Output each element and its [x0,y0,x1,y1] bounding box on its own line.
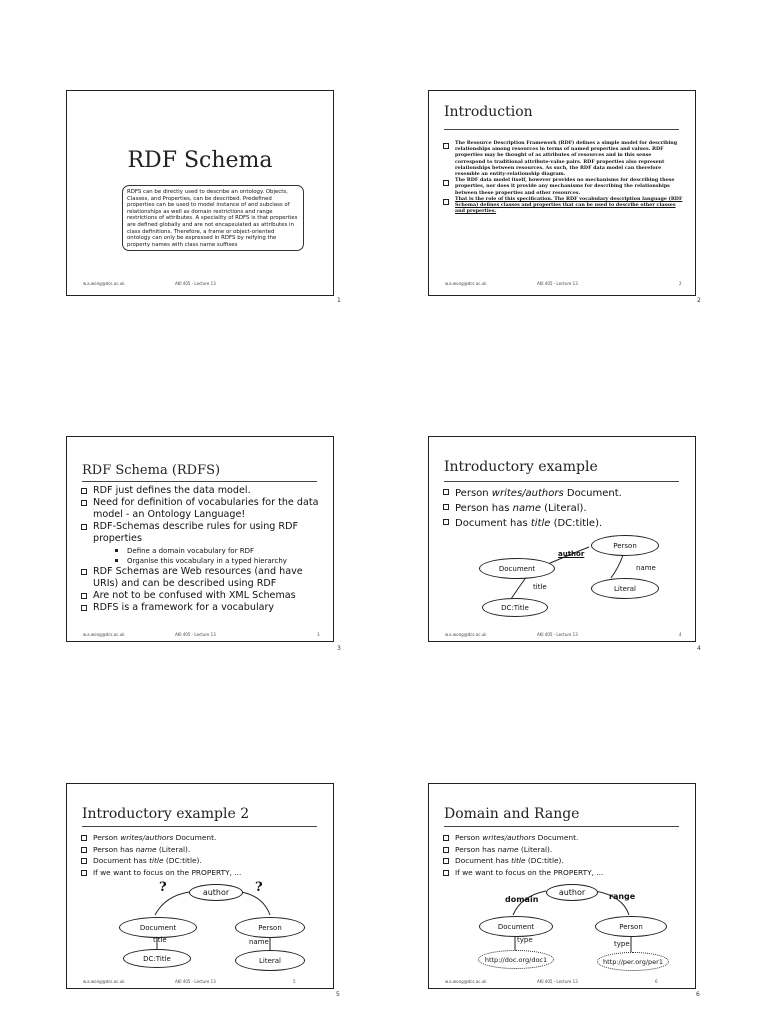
slide-title: Introductory example [444,459,598,475]
bullet [441,196,683,215]
edge-label-range: range [609,892,636,901]
node-author: author [546,884,598,901]
footer-course: AKI 405 - Lecture 13 [537,281,578,286]
sub-bullet [115,556,321,566]
slide-4 [428,436,696,642]
bullet-text: Document. [563,488,622,499]
sub-bullet-text: Define a domain vocabulary for RDF [127,547,255,555]
bullet-emphasis: title [530,518,551,529]
bullet-text: The RDF data model itself, however provides no mechanisms for describing these properties, nor does it provide any mechanisms for describing the relationships between these properties and other resources. [455,177,675,196]
bullet-emphasis: title [511,856,526,865]
edge-name [611,555,623,578]
slide-number: 3 [317,632,320,637]
slide-title: Domain and Range [444,806,580,822]
rdf-diagram [429,784,697,990]
diagram-edges [429,437,697,643]
node-per-url: http://per.org/per1 [597,952,669,971]
node-literal: Literal [591,578,659,599]
bullet-text: Person has [455,844,498,854]
slide-title: Introductory example 2 [82,806,250,822]
bullet-emphasis: name [135,844,157,854]
bullet-text: Document. [535,833,579,842]
bullet-text: The Resource Description Framework (RDF) defines a simple model for describing relationships among resources in terms of named properties and values. RDF properties may be thought of as attributes of resources and in this sense correspond to traditional attribute-value pairs. RDF properties also represent relationships between resources. As such, the RDF data model can therefore resemble an entity-relationship diagram. [455,140,678,178]
question-mark-left: ? [159,880,167,895]
abstract-box [122,185,304,251]
bullet-text: If we want to focus on the PROPERTY, ... [93,867,242,877]
sub-bullet [115,546,321,556]
node-doc-url: http://doc.org/doc1 [478,950,554,969]
slide-number: 6 [655,979,658,984]
edge-label-author: author [558,550,585,558]
bullet-emphasis: writes/authors [120,833,174,842]
footer-email: w.a.wong@dcs.ac.uk [83,281,125,286]
bullet-text: RDF-Schemas describe rules for using RDF properties [93,521,298,544]
slide-title: RDF Schema (RDFS) [82,463,221,478]
node-document: Document [119,917,197,938]
node-person: Person [235,917,305,938]
bullet-text: Need for definition of vocabularies for the data model - an Ontology Language! [93,497,319,520]
slide-5 [66,783,334,989]
bullet-text: Person [93,833,121,842]
bullet-text: Person has [455,503,513,514]
slide-number: 2 [679,281,682,286]
edge-label-name: name [249,938,269,946]
bullet-text: RDFS is a framework for a vocabulary [93,602,275,613]
bullet [79,521,321,566]
bullet-text: Document has [455,856,512,865]
bullet [441,177,683,196]
node-literal: Literal [235,950,305,971]
edge-label-title: title [153,936,167,944]
bullet-list [79,485,321,614]
bullet [79,590,321,602]
bullet [441,140,683,177]
bullet-text: (Literal). [541,503,587,514]
bullet-text: (Literal). [518,844,553,854]
footer-email: w.a.wong@dcs.ac.uk [83,632,125,637]
footer-course: AKI 405 - Lecture 13 [175,979,216,984]
bullet-emphasis: title [149,856,164,865]
page-number: 1 [337,297,341,304]
footer-email: w.a.wong@dcs.ac.uk [445,632,487,637]
bullet-emphasis: writes/authors [491,488,564,499]
footer-email: w.a.wong@dcs.ac.uk [83,979,125,984]
node-author: author [189,884,243,901]
edge-label-type-document: type [517,936,533,944]
edge-title [511,576,527,599]
footer-course: AKI 405 - Lecture 13 [537,979,578,984]
sub-bullet-text: Organise this vocabulary in a typed hierarchy [127,557,287,565]
sub-list [93,546,321,566]
rdf-diagram [67,784,335,990]
abstract-text: RDFS can be directly used to describe an ontology. Objects, Classes, and Properties, can be described. Predefined properties can be used to model instance of and subclass of relationships as well as domain restrictions and range restrictions of attributes. A speciality of RDFS is that properties are defined globally and are not encapsulated as attributes in class definitions. Therefore, a frame or object-oriented ontology can only be expressed in RDFS by reifying the property names with class name suffixes [127,189,298,248]
slide-3 [66,436,334,642]
bullet-list [441,140,683,214]
page-number: 2 [697,297,701,304]
edge-document-author [155,892,189,915]
bullet-text: RDF just defines the data model. [93,485,251,496]
bullet-text: RDF Schemas are Web resources (and have URIs) and can be described using RDF [93,566,303,589]
node-document: Document [479,558,555,579]
rdf-diagram [429,437,697,643]
title-rule [82,481,317,482]
edge-label-domain: domain [505,895,539,904]
slide-number: 5 [293,979,296,984]
footer-email: w.a.wong@dcs.ac.uk [445,979,487,984]
edge-author-person [241,892,270,915]
bullet-text: Person [455,488,492,499]
bullet-text: (DC:title). [525,856,564,865]
bullet-emphasis: writes/authors [482,833,536,842]
node-dc-title: DC:Title [482,598,548,617]
page-number: 6 [696,991,700,998]
edge-label-title: title [533,583,547,591]
footer-course: AKI 405 - Lecture 13 [175,632,216,637]
bullet-text: If we want to focus on the PROPERTY, ... [455,867,604,877]
bullet-text: (Literal). [156,844,191,854]
slide-2 [428,90,696,296]
bullet-text: (DC:title). [163,856,202,865]
footer-course: AKI 405 - Lecture 13 [537,632,578,637]
bullet-emphasis: name [497,844,519,854]
bullet-text: (DC:title). [550,518,603,529]
bullet [79,497,321,521]
question-mark-right: ? [255,880,263,895]
bullet-text: Document has [93,856,150,865]
bullet-text: Document. [173,833,217,842]
bullet-emphasis: name [512,503,541,514]
footer-course: AKI 405 - Lecture 13 [175,281,216,286]
slide-1 [66,90,334,296]
page-number: 4 [697,645,701,652]
bullet-text: Document has [455,518,531,529]
bullet-text: Person [455,833,483,842]
node-person: Person [591,535,659,556]
bullet-text: Person has [93,844,136,854]
footer-email: w.a.wong@dcs.ac.uk [445,281,487,286]
page-number: 5 [336,991,340,998]
page-number: 3 [337,645,341,652]
title-rule [444,129,679,130]
bullet-text: Are not to be confused with XML Schemas [93,590,296,601]
node-document: Document [479,916,553,937]
edge-label-name: name [636,564,656,572]
node-person: Person [595,916,667,937]
slide-number: 4 [679,632,682,637]
bullet [79,602,321,614]
slide-6 [428,783,696,989]
slide-title: Introduction [444,104,533,120]
edge-label-type-person: type [614,940,630,948]
node-dc-title: DC:Title [123,949,191,968]
bullet [79,566,321,590]
slide-title: RDF Schema [127,148,273,173]
bullet-text: That is the role of this specification. The RDF vocabulary description language (RDF Schema) defines classes and properties that can be used to describe other classes and properties. [455,195,683,215]
bullet [79,485,321,497]
